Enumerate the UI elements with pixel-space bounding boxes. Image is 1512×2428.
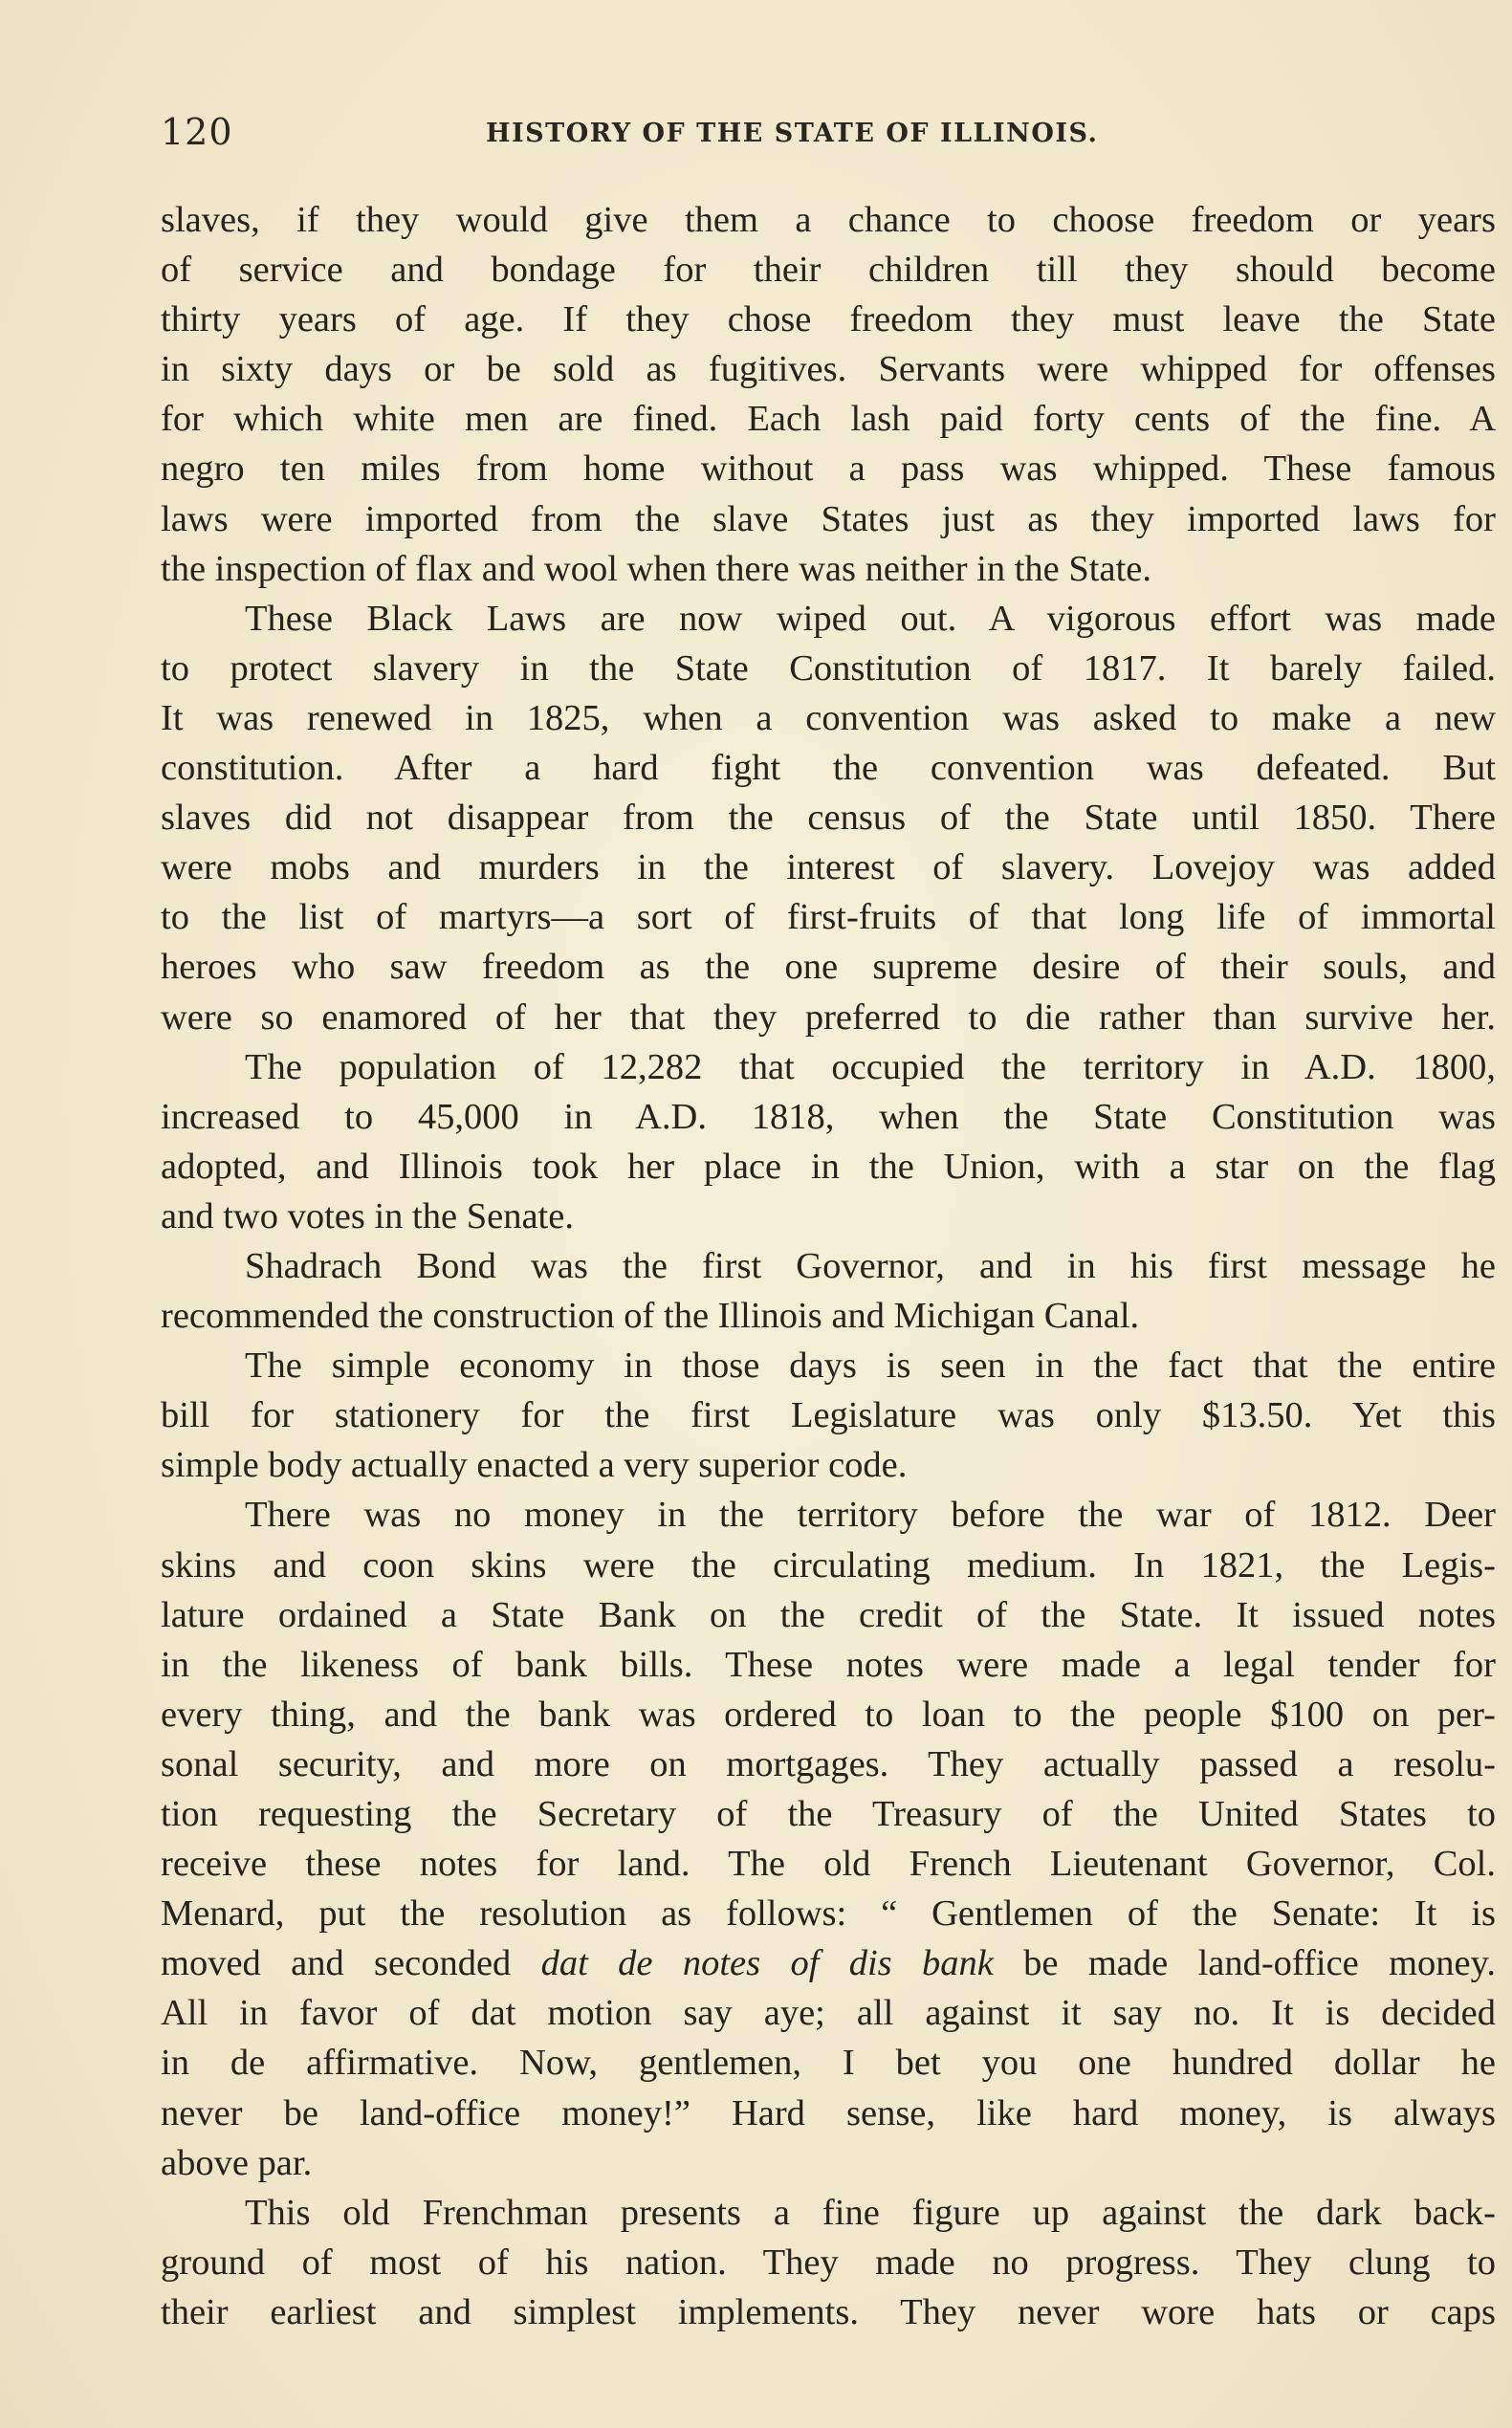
text-line-with-italic (161, 1938, 1496, 1988)
text-line: lature ordained a State Bank on the credit of the State. It issued notes (161, 1594, 1496, 1635)
text-line: Menard, put the resolution as follows: “ Gentlemen of the Senate: It is (161, 1893, 1496, 1935)
body-text (161, 195, 1496, 2337)
text-line: There was no money in the territory before the war of 1812. Deer (245, 1495, 1496, 1536)
text-line: in sixty days or be sold as fugitives. Servants were whipped for offenses (161, 349, 1496, 390)
text-line: Shadrach Bond was the first Governor, and in his first message he (245, 1245, 1496, 1286)
running-header (161, 107, 1498, 161)
text-line: The population of 12,282 that occupied the territory in A.D. 1800, (245, 1046, 1496, 1087)
text-line: It was renewed in 1825, when a convention was asked to make a new (161, 697, 1496, 738)
text-line: heroes who saw freedom as the one supreme desire of their souls, and (161, 947, 1496, 988)
text-line: thirty years of age. If they chose freedom they must leave the State (161, 299, 1496, 340)
paragraph (161, 1490, 1496, 2187)
paragraph (161, 1341, 1496, 1490)
text-line: adopted, and Illinois took her place in the Union, with a star on the flag (161, 1146, 1496, 1187)
text-fragment: moved and seconded (161, 1943, 541, 1984)
text-line: every thing, and the bank was ordered to loan to the people $100 on per- (161, 1694, 1496, 1735)
text-line: The simple economy in those days is seen in the fact that the entire (245, 1345, 1496, 1387)
text-line: skins and coon skins were the circulating medium. In 1821, the Legis- (161, 1544, 1496, 1586)
page-number: 120 (161, 111, 233, 153)
text-line: laws were imported from the slave States just as they imported laws for (161, 498, 1496, 539)
text-line: to the list of martyrs—a sort of first-fruits of that long life of immortal (161, 897, 1496, 938)
text-line: for which white men are fined. Each lash paid forty cents of the fine. A (161, 399, 1496, 440)
text-line: receive these notes for land. The old French Lieutenant Governor, Col. (161, 1844, 1496, 1885)
text-line: slaves did not disappear from the census of the State until 1850. There (161, 798, 1496, 839)
text-line: This old Frenchman presents a fine figure up against the dark back- (245, 2192, 1496, 2233)
paragraph (161, 1241, 1496, 1341)
text-line: simple body actually enacted a very superior code. (161, 1445, 908, 1486)
text-line: sonal security, and more on mortgages. They actually passed a resolu- (161, 1743, 1496, 1784)
italic-dialect-phrase: dat de notes of dis bank (540, 1943, 994, 1984)
text-line: the inspection of flax and wool when there was neither in the State. (161, 548, 1151, 589)
text-line: their earliest and simplest implements. They never wore hats or caps (161, 2291, 1496, 2332)
paragraph (161, 594, 1496, 1042)
paragraph (161, 1042, 1496, 1241)
text-line: to protect slavery in the State Constitution of 1817. It barely failed. (161, 647, 1496, 689)
text-line: were mobs and murders in the interest of slavery. Lovejoy was added (161, 847, 1496, 888)
text-line: These Black Laws are now wiped out. A vigorous effort was made (245, 598, 1496, 639)
text-line: in de affirmative. Now, gentlemen, I bet you one hundred dollar he (161, 2043, 1496, 2084)
text-line: in the likeness of bank bills. These notes were made a legal tender for (161, 1644, 1496, 1685)
text-line: above par. (161, 2142, 313, 2183)
text-line: of service and bondage for their children till they should become (161, 250, 1496, 291)
text-line: recommended the construction of the Illinois and Michigan Canal. (161, 1296, 1140, 1337)
text-line: ground of most of his nation. They made no progress. They clung to (161, 2242, 1496, 2283)
running-title: HISTORY OF THE STATE OF ILLINOIS. (486, 119, 1099, 148)
paragraph (161, 2188, 1496, 2337)
text-line: never be land-office money!” Hard sense, like hard money, is always (161, 2092, 1496, 2133)
text-line: tion requesting the Secretary of the Treasury of the United States to (161, 1794, 1496, 1834)
text-line: increased to 45,000 in A.D. 1818, when the State Constitution was (161, 1096, 1496, 1137)
paragraph (161, 195, 1496, 594)
text-line: All in favor of dat motion say aye; all against it say no. It is decided (161, 1993, 1496, 2034)
text-line: were so enamored of her that they preferred to die rather than survive her. (161, 996, 1496, 1038)
text-line: constitution. After a hard fight the convention was defeated. But (161, 748, 1496, 789)
text-line: and two votes in the Senate. (161, 1195, 574, 1236)
text-line: slaves, if they would give them a chance to choose freedom or years (161, 200, 1496, 240)
text-line: negro ten miles from home without a pass was whipped. These famous (161, 448, 1496, 490)
text-fragment: be made land-office money. (993, 1943, 1496, 1984)
text-line: bill for stationery for the first Legislature was only $13.50. Yet this (161, 1395, 1496, 1436)
